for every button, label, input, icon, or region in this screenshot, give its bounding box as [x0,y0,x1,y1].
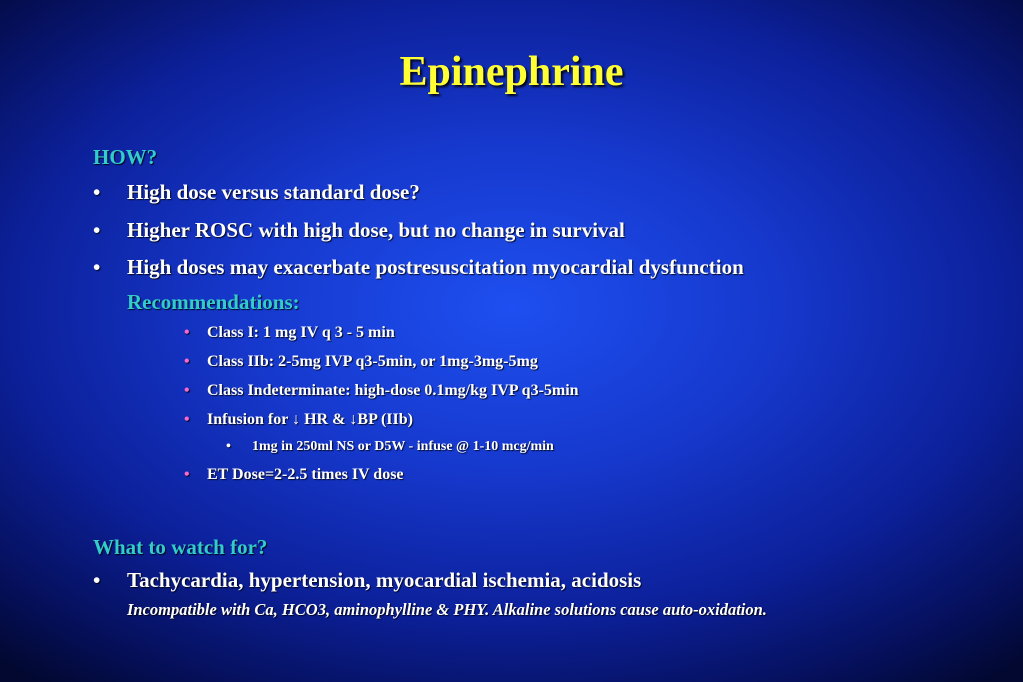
recommendation-item [184,411,413,429]
sub-bullet-glyph: • [184,353,190,370]
bullet-glyph: • [93,218,101,242]
how-bullet-text: High dose versus standard dose? [127,180,420,204]
bullet-glyph: • [93,180,101,204]
infusion-detail [226,439,554,455]
sub-bullet-glyph: • [184,324,190,341]
bullet-glyph: • [93,255,101,279]
how-bullet-text: Higher ROSC with high dose, but no change in survival [127,218,625,242]
recommendation-text: Infusion for ↓ HR & ↓BP (IIb) [207,411,413,428]
infusion-detail-text: 1mg in 250ml NS or D5W - infuse @ 1-10 mcg/min [252,439,554,454]
sub-bullet-glyph: • [184,466,190,483]
how-bullet [93,218,625,243]
how-bullet [93,255,744,280]
how-heading: HOW? [93,145,158,169]
watch-bullet [93,568,641,593]
bullet-glyph: • [226,439,231,454]
recommendation-text: Class IIb: 2-5mg IVP q3-5min, or 1mg-3mg-5mg [207,353,538,370]
watch-heading: What to watch for? [93,535,268,559]
recommendations-heading: Recommendations: [127,290,300,314]
how-bullet [93,180,420,205]
recommendation-text: Class Indeterminate: high-dose 0.1mg/kg IVP q3-5min [207,382,579,399]
how-bullet-text: High doses may exacerbate postresuscitation myocardial dysfunction [127,255,744,279]
watch-bullet-text: Tachycardia, hypertension, myocardial ischemia, acidosis [127,568,642,592]
recommendation-text: Class I: 1 mg IV q 3 - 5 min [207,324,395,341]
slide-title: Epinephrine [399,49,624,95]
sub-bullet-glyph: • [184,382,190,399]
et-dose-text: ET Dose=2-2.5 times IV dose [207,466,404,483]
recommendation-item [184,353,538,371]
compatibility-note: Incompatible with Ca, HCO3, aminophylline & PHY. Alkaline solutions cause auto-oxidation. [127,600,767,619]
recommendation-item [184,324,395,342]
recommendation-item [184,382,579,400]
sub-bullet-glyph: • [184,411,190,428]
bullet-glyph: • [93,568,101,592]
et-dose-item [184,466,404,484]
